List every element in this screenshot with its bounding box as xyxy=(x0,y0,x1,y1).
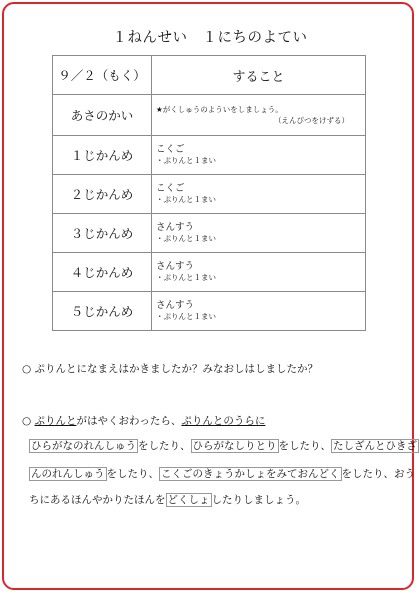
table-row xyxy=(53,253,366,292)
table-row xyxy=(53,136,366,175)
subject-text: さんすう xyxy=(156,222,195,234)
connector-text: をしたり、 xyxy=(138,440,191,452)
detail-text: ・ぷりんと１まい xyxy=(156,312,216,322)
table-header-row xyxy=(53,56,366,95)
task-cell xyxy=(152,253,366,292)
activity-reading-aloud: こくごのきょうかしょをみておんどく xyxy=(161,468,340,480)
instruction-text: がはやくおわったら、 xyxy=(76,415,182,427)
subject-text: こくご xyxy=(156,183,185,195)
connector-text: をしたり、 xyxy=(106,468,159,480)
page-title: １ねんせい １にちのよてい xyxy=(112,30,308,46)
activity-arithmetic-part1: たしざんとひきざ xyxy=(333,440,417,452)
header-task: すること xyxy=(152,56,366,95)
row-label: ４じかんめ xyxy=(53,253,152,292)
activity-reading: どくしょ xyxy=(167,494,210,506)
subject-text: さんすう xyxy=(156,300,195,312)
table-row xyxy=(53,292,366,331)
connector-text: ちにあるほんやかりたほんを xyxy=(29,494,166,506)
activity-hiragana-practice: ひらがなのれんしゅう xyxy=(31,440,136,452)
detail-text: ・ぷりんと１まい xyxy=(156,195,216,205)
row-label: ３じかんめ xyxy=(53,214,152,253)
subject-text: さんすう xyxy=(156,261,195,273)
table-row-morning xyxy=(53,95,366,136)
note-sub: （えんぴつをけずる） xyxy=(274,116,349,125)
bullet: ○ xyxy=(22,415,35,427)
checklist-item-name-review: ○ ぷりんとになまえはかきましたか？みなおしはしましたか？ xyxy=(22,363,318,375)
activity-line-3 xyxy=(29,492,306,507)
header-date: ９／２（もく） xyxy=(53,56,152,95)
connector-text: をしたり、おう xyxy=(341,468,415,480)
detail-text: ・ぷりんと１まい xyxy=(156,273,216,283)
task-cell xyxy=(152,175,366,214)
detail-text: ・ぷりんと１まい xyxy=(156,156,216,166)
detail-text: ・ぷりんと１まい xyxy=(156,234,216,244)
keyword-printout-back: ぷりんとのうらに xyxy=(181,415,266,427)
activity-arithmetic-part2: んのれんしゅう xyxy=(31,468,105,480)
morning-note xyxy=(152,95,366,136)
row-label: １じかんめ xyxy=(53,136,152,175)
keyword-printout: ぷりんと xyxy=(34,415,77,427)
checklist-item-extra-work xyxy=(22,413,265,428)
activity-line-2 xyxy=(29,466,415,481)
schedule-table xyxy=(52,55,366,331)
closing-text: したりしましょう。 xyxy=(211,494,306,506)
row-label: ２じかんめ xyxy=(53,175,152,214)
table-row xyxy=(53,214,366,253)
task-cell xyxy=(152,292,366,331)
table-row xyxy=(53,175,366,214)
row-label: ５じかんめ xyxy=(53,292,152,331)
activity-line-1 xyxy=(29,438,419,453)
note-main: ★がくしゅうのよういをしましょう。 xyxy=(156,104,283,114)
activity-shiritori: ひらがなしりとり xyxy=(192,440,277,452)
subject-text: こくご xyxy=(156,144,185,156)
connector-text: をしたり、 xyxy=(278,440,331,452)
task-cell xyxy=(152,214,366,253)
row-label: あさのかい xyxy=(53,95,152,136)
task-cell xyxy=(152,136,366,175)
